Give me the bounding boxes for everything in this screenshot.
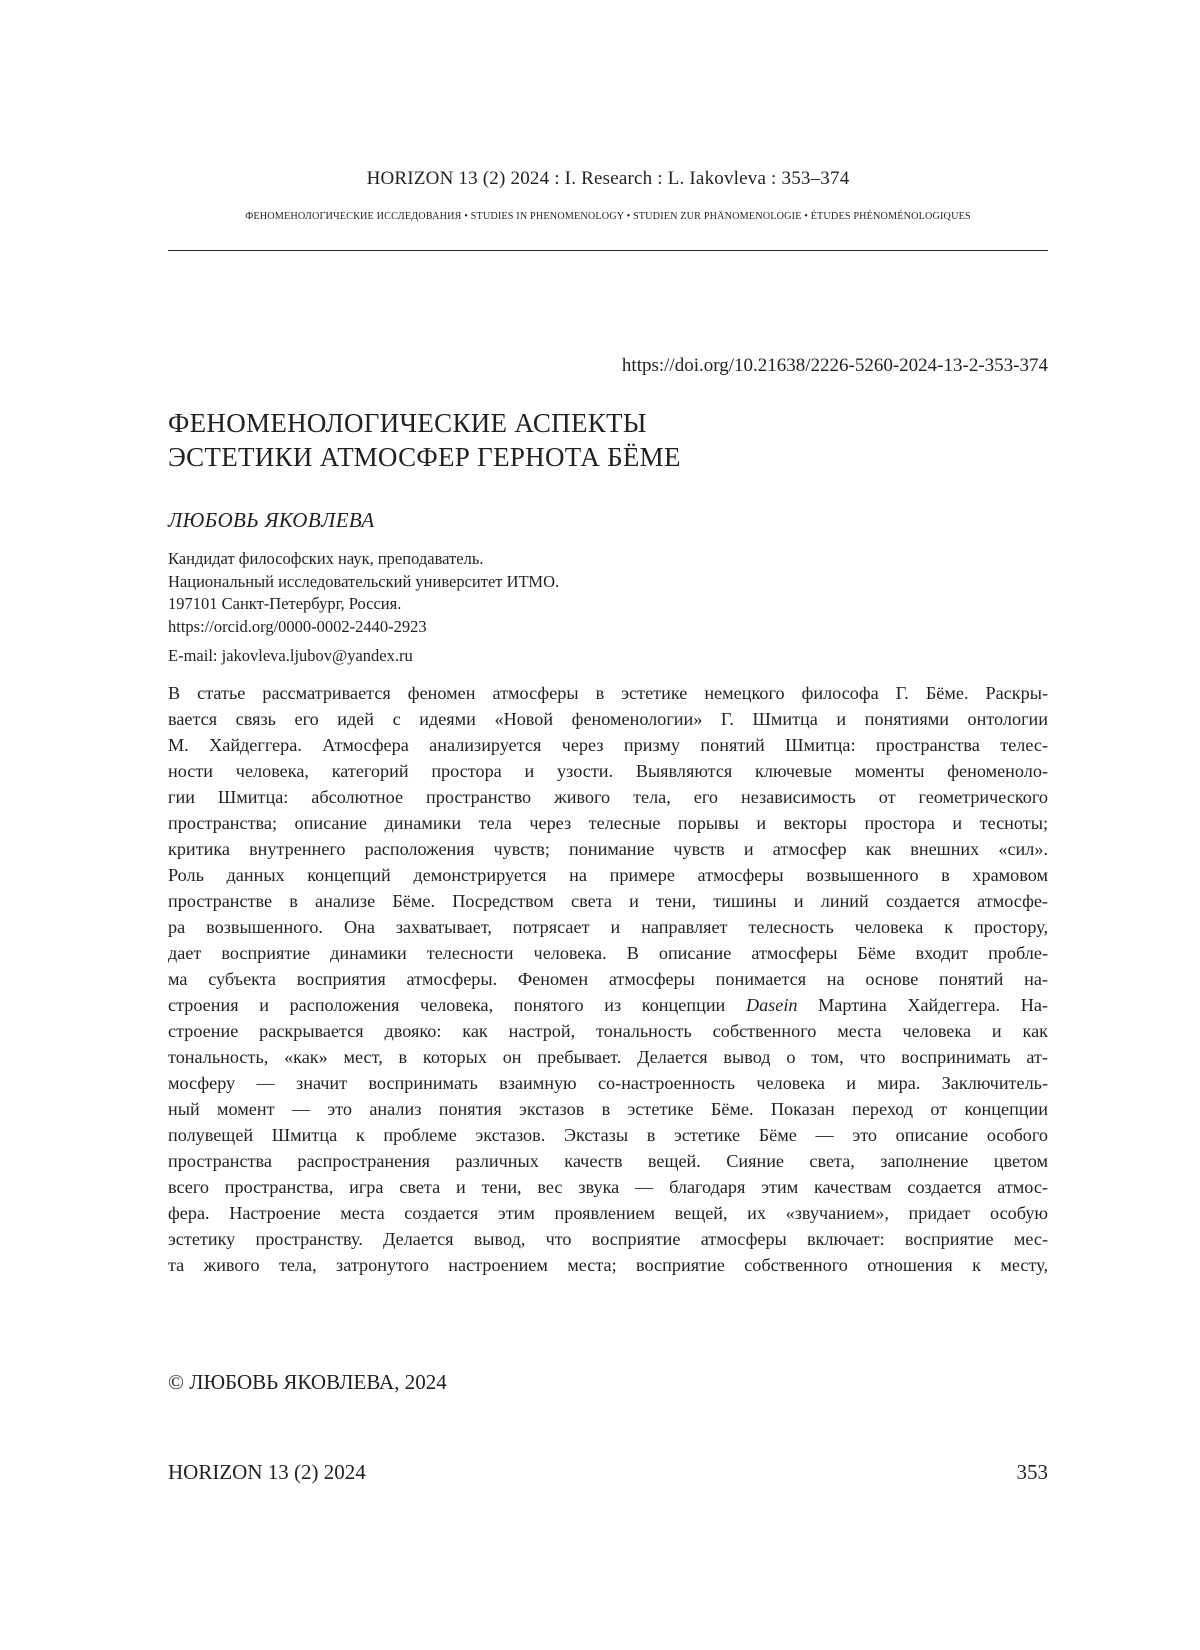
abstract-line: вается связь его идей с идеями «Новой феноменологии» Г. Шмитца и понятиями онтологии [168, 706, 1048, 732]
abstract-line: строение раскрывается двояко: как настрой, тональность собственного места человека и как [168, 1018, 1048, 1044]
abstract-line: ма субъекта восприятия атмосферы. Феномен атмосферы понимается на основе понятий на- [168, 966, 1048, 992]
copyright-notice: © ЛЮБОВЬ ЯКОВЛЕВА, 2024 [168, 1370, 447, 1395]
abstract-line: пространства распространения различных качеств вещей. Сияние света, заполнение цветом [168, 1148, 1048, 1174]
author-name: ЛЮБОВЬ ЯКОВЛЕВА [168, 508, 375, 533]
abstract-line: ности человека, категорий простора и узости. Выявляются ключевые моменты феноменоло- [168, 758, 1048, 784]
abstract-line: мосферу — значит воспринимать взаимную со-настроенность человека и мира. Заключитель- [168, 1070, 1048, 1096]
abstract-line: та живого тела, затронутого настроением места; восприятие собственного отношения к месту, [168, 1252, 1048, 1278]
page-number: 353 [1017, 1460, 1049, 1485]
abstract-line: критика внутреннего расположения чувств; понимание чувств и атмосфер как внешних «сил». [168, 836, 1048, 862]
series-line: ФЕНОМЕНОЛОГИЧЕСКИЕ ИССЛЕДОВАНИЯ • STUDIES IN PHENOMENOLOGY • STUDIEN ZUR PHÄNOMENOLOGIE • ÉTUDES PHÉNOMÉNOLOGIQUES [168, 211, 1048, 222]
title-line-1: ФЕНОМЕНОЛОГИЧЕСКИЕ АСПЕКТЫ [168, 406, 681, 440]
abstract [168, 680, 1048, 1278]
abstract-line: М. Хайдеггера. Атмосфера анализируется через призму понятий Шмитца: пространства телес- [168, 732, 1048, 758]
abstract-line: ный момент — это анализ понятия экстазов в эстетике Бёме. Показан переход от концепции [168, 1096, 1048, 1122]
abstract-line: пространства; описание динамики тела через телесные порывы и векторы простора и тесноты; [168, 810, 1048, 836]
abstract-line: тональность, «как» мест, в которых он пребывает. Делается вывод о том, что воспринимать ат- [168, 1044, 1048, 1070]
abstract-line: всего пространства, игра света и тени, вес звука — благодаря этим качествам создается атмос- [168, 1174, 1048, 1200]
article-title [168, 406, 681, 474]
abstract-line: полувещей Шмитца к проблеме экстазов. Экстазы в эстетике Бёме — это описание особого [168, 1122, 1048, 1148]
author-affiliation [168, 548, 559, 638]
doi-link[interactable]: https://doi.org/10.21638/2226-5260-2024-13-2-353-374 [622, 355, 1048, 377]
author-institution: Национальный исследовательский университет ИТМО. [168, 571, 559, 594]
abstract-line: строения и расположения человека, понятого из концепции Dasein Мартина Хайдеггера. На- [168, 992, 1048, 1018]
abstract-line: фера. Настроение места создается этим проявлением вещей, их «звучанием», придает особую [168, 1200, 1048, 1226]
footer-journal: HORIZON 13 (2) 2024 [168, 1460, 366, 1485]
author-orcid-link[interactable]: https://orcid.org/0000-0002-2440-2923 [168, 616, 559, 639]
abstract-line: Роль данных концепций демонстрируется на примере атмосферы возвышенного в храмовом [168, 862, 1048, 888]
abstract-line: ра возвышенного. Она захватывает, потрясает и направляет телесность человека к простору, [168, 914, 1048, 940]
title-line-2: ЭСТЕТИКИ АТМОСФЕР ГЕРНОТА БЁМЕ [168, 440, 681, 474]
abstract-line: В статье рассматривается феномен атмосферы в эстетике немецкого философа Г. Бёме. Раскры- [168, 680, 1048, 706]
author-email[interactable]: E-mail: jakovleva.ljubov@yandex.ru [168, 646, 413, 666]
dasein-term: Dasein [746, 995, 798, 1015]
abstract-line: гии Шмитца: абсолютное пространство живого тела, его независимость от геометрического [168, 784, 1048, 810]
abstract-line: пространстве в анализе Бёме. Посредством света и тени, тишины и линий создается атмосфе- [168, 888, 1048, 914]
author-address: 197101 Санкт-Петербург, Россия. [168, 593, 559, 616]
abstract-line: дает восприятие динамики телесности человека. В описание атмосферы Бёме входит пробле- [168, 940, 1048, 966]
journal-page [168, 0, 1048, 1650]
author-degree: Кандидат философских наук, преподаватель. [168, 548, 559, 571]
running-head: HORIZON 13 (2) 2024 : I. Research : L. Iakovleva : 353–374 [168, 168, 1048, 190]
header-rule [168, 250, 1048, 251]
abstract-line: эстетику пространству. Делается вывод, что восприятие атмосферы включает: восприятие мес- [168, 1226, 1048, 1252]
